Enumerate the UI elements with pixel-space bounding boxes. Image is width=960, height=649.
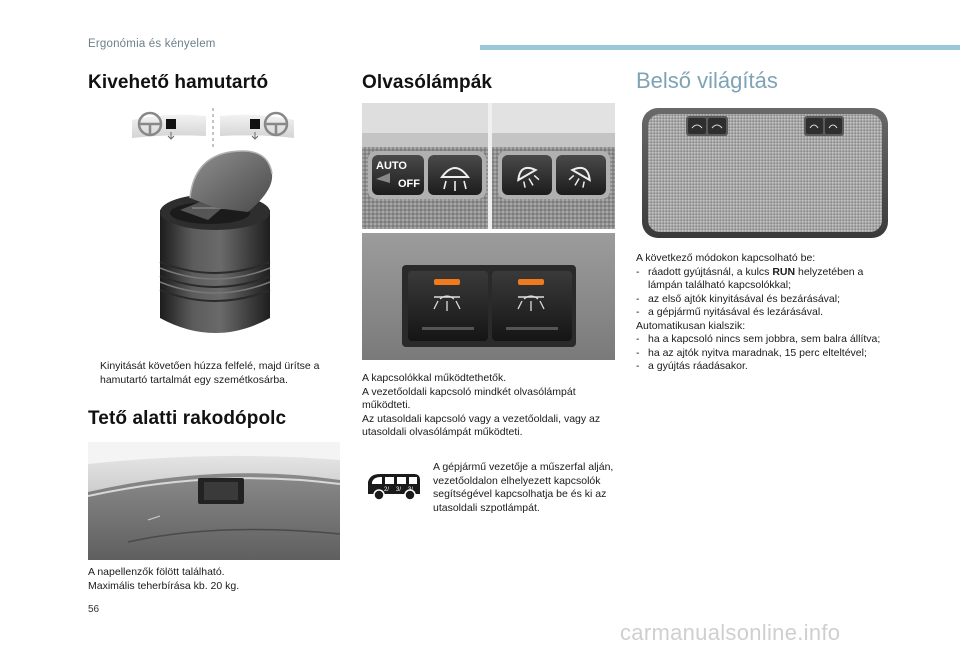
reading-lamp-switches-photo xyxy=(362,103,615,229)
ashtray-illustration xyxy=(150,150,280,342)
ashtray-title: Kivehető hamutartó xyxy=(88,72,269,93)
reading-lamps-title: Olvasólámpák xyxy=(362,72,493,93)
roof-shelf-photo xyxy=(88,442,340,560)
roof-shelf-capacity: Maximális teherbírása kb. 20 kg. xyxy=(88,579,240,592)
interior-light-photo xyxy=(640,104,890,240)
watermark: carmanualsonline.info xyxy=(620,620,841,645)
ashtray-instruction-text: Kinyitását követően húzza felfelé, majd ürítse a hamutartó tartalmát egy szemétkosárba. xyxy=(100,360,320,386)
ashtray-instruction xyxy=(88,360,338,387)
spotlamp-note: A gépjármű vezetője a műszerfal alján, vezetőoldalon elhelyezett kapcsolók segítségével kapcsolhatja be és ki az utasoldali szpotlámpát. xyxy=(433,461,614,514)
page-number: 56 xyxy=(88,604,100,615)
reading-lamps-description xyxy=(362,372,617,440)
list-item: - a gyújtás ráadásakor. xyxy=(636,360,748,372)
vehicle-position-diagram xyxy=(128,106,298,150)
auto-off-heading: Automatikusan kialszik: xyxy=(636,319,746,332)
reading-lamps-line2: A vezetőoldali kapcsoló mindkét olvasólámpát működteti. xyxy=(362,385,576,411)
svg-text:3/: 3/ xyxy=(396,487,402,493)
list-item: - az első ajtók kinyitásával és bezárásával; xyxy=(636,292,841,305)
header-accent-bar xyxy=(480,45,960,50)
spotlamp-switches-photo xyxy=(362,233,615,360)
reading-lamps-line3: Az utasoldali kapcsoló vagy a vezetőoldali, vagy az utasoldali olvasólámpát működteti. xyxy=(362,412,601,438)
reading-lamps-line1: A kapcsolókkal működtethetők. xyxy=(362,372,507,384)
off-label: OFF xyxy=(398,178,420,190)
section-header: Ergonómia és kényelem xyxy=(88,38,216,50)
roof-shelf-title: Tető alatti rakodópolc xyxy=(88,408,287,429)
list-item: - ha az ajtók nyitva maradnak, 15 perc elteltével; xyxy=(636,346,867,359)
roof-shelf-caption xyxy=(88,566,348,593)
arrow-bullet-icon xyxy=(88,360,100,387)
svg-text:2/: 2/ xyxy=(384,487,390,493)
list-item: - ráadott gyújtásnál, a kulcs RUN helyzetében a lámpán található kapcsolókkal; xyxy=(636,265,864,291)
list-item: - ha a kapcsoló nincs sem jobbra, sem balra állítva; xyxy=(636,333,881,345)
interior-lighting-description xyxy=(636,252,891,374)
list-item: - a gépjármű nyitásával és lezárásával. xyxy=(636,306,824,318)
interior-lighting-title: Belső világítás xyxy=(636,68,778,93)
van-icon xyxy=(364,470,424,502)
roof-shelf-location: A napellenzők fölött található. xyxy=(88,566,225,578)
auto-label: AUTO xyxy=(376,160,407,172)
interior-lighting-intro: A következő módokon kapcsolható be: xyxy=(636,252,816,264)
